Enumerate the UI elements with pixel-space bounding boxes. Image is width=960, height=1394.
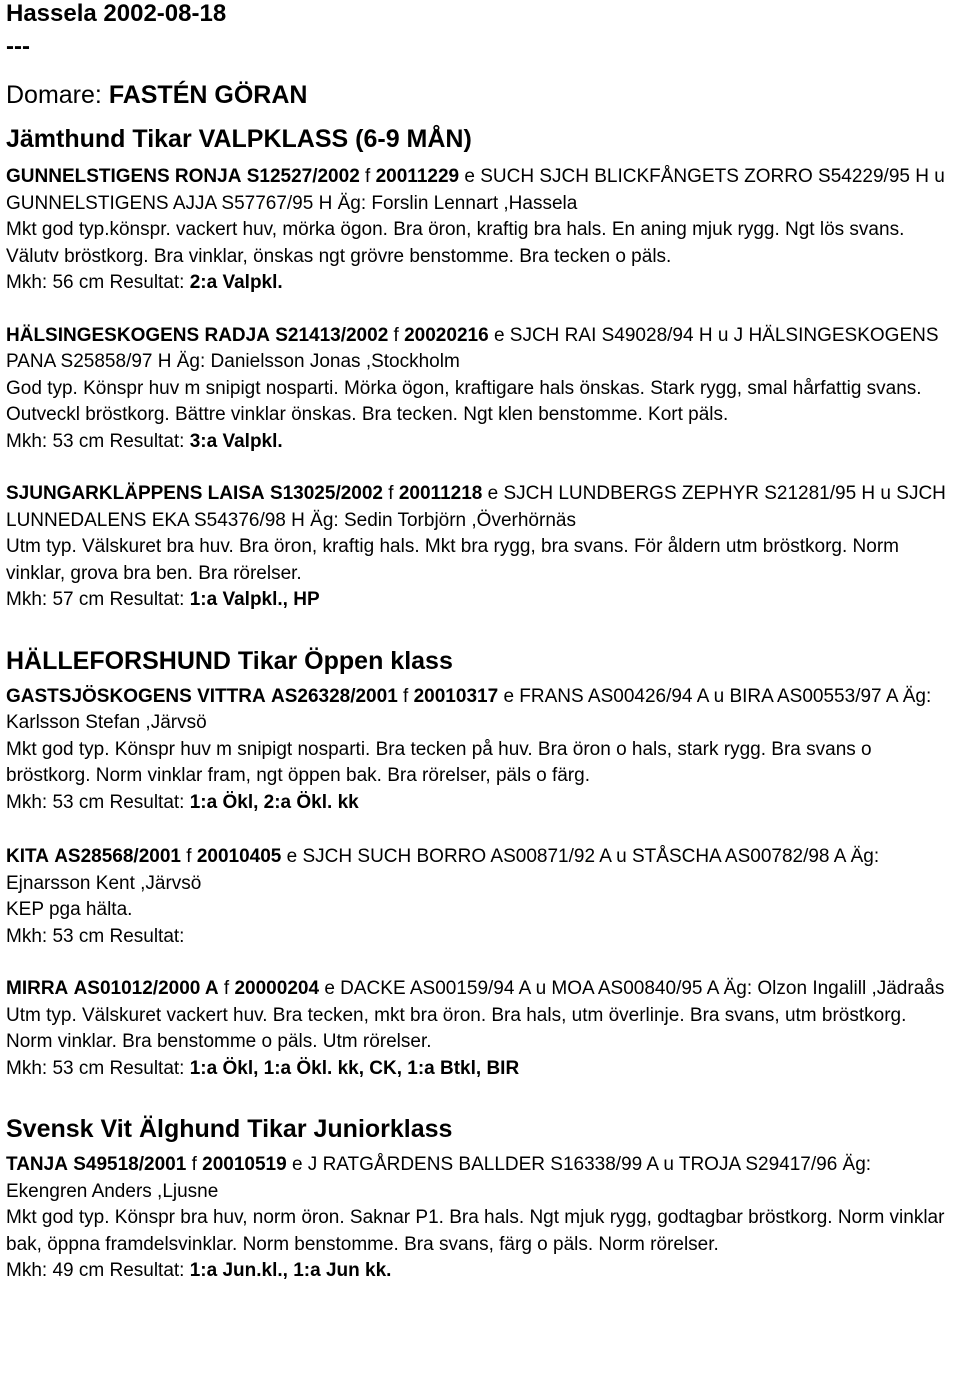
dog-sex: f	[191, 1154, 197, 1175]
dog-name: KITA	[6, 846, 49, 867]
dog-dob: 20010519	[202, 1154, 287, 1175]
dog-parents-owner: e J RATGÅRDENS BALLDER S16338/99 A u TROJA S29417/96 Äg: Ekengren Anders ,Ljusne	[6, 1154, 872, 1202]
entry-result	[6, 1056, 956, 1083]
dog-name: MIRRA	[6, 978, 69, 999]
entry-critique: Mkt god typ. Könspr huv m snipigt nosparti. Bra tecken på huv. Bra öron o hals, stark rygg. Bra svans o bröstkorg. Norm vinklar fram, ngt öppen bak. Bra rörelser, päls o färg.	[6, 738, 872, 786]
judge-label: Domare:	[6, 81, 109, 109]
dog-parents-owner: e SUCH SJCH BLICKFÅNGETS ZORRO S54229/95 H u GUNNELSTIGENS AJJA S57767/95 H Äg: Forslin Lennart ,Hassela	[6, 166, 945, 214]
result-label: Mkh: 49 cm Resultat:	[6, 1260, 190, 1281]
dog-sex: f	[388, 483, 394, 504]
dog-dob: 20011218	[398, 483, 483, 504]
dog-reg: S49518/2001	[73, 1154, 187, 1175]
result-label: Mkh: 56 cm Resultat:	[6, 272, 190, 293]
entry-pedigree	[6, 684, 956, 737]
dog-name: TANJA	[6, 1154, 68, 1175]
result-value: 1:a Valpkl., HP	[189, 589, 320, 610]
dog-sex: f	[393, 324, 399, 346]
entry-result	[6, 270, 956, 297]
result-label: Mkh: 57 cm Resultat:	[6, 589, 190, 610]
result-value: 2:a Valpkl.	[189, 272, 283, 293]
result-label: Mkh: 53 cm Resultat:	[6, 430, 190, 452]
dog-sex: f	[403, 685, 409, 707]
result-value: 1:a Jun.kl., 1:a Jun kk.	[189, 1260, 392, 1281]
entry-result	[6, 790, 956, 817]
judge-line	[6, 80, 960, 110]
entry-critique: Utm typ. Välskuret vackert huv. Bra tecken, mkt bra öron. Bra hals, utm överlinje. Bra svans, utm bröstkorg. Norm vinklar. Bra benstomme o päls. Utm rörelser.	[6, 1004, 907, 1052]
dog-sex: f	[365, 166, 371, 187]
entry-critique: Mkt god typ. Könspr bra huv, norm öron. Saknar P1. Bra hals. Ngt mjuk rygg, godtagbar bröstkorg. Norm vinklar bak, öppna framdelsvinklar. Norm benstomme. Bra svans, färg o päls. Norm rörelser.	[6, 1207, 945, 1255]
dog-parents-owner: e SJCH RAI S49028/94 H u J HÄLSINGESKOGENS PANA S25858/97 H Äg: Danielsson Jonas ,Stockholm	[6, 324, 939, 372]
entry-result	[6, 924, 956, 951]
dog-dob: 20020216	[404, 324, 489, 346]
dog-parents-owner: e DACKE AS00159/94 A u MOA AS00840/95 A Äg: Olzon Ingalill ,Jädraås	[324, 978, 945, 999]
dog-name: HÄLSINGESKOGENS RADJA	[6, 324, 270, 346]
dog-reg: AS26328/2001	[270, 685, 398, 707]
section-title: Jämthund Tikar VALPKLASS (6-9 MÅN)	[6, 125, 472, 153]
dog-reg: AS28568/2001	[54, 846, 181, 867]
entry-result	[6, 429, 956, 456]
dog-entry	[6, 164, 956, 297]
dog-entry	[6, 1152, 956, 1285]
result-value: 1:a Ökl, 1:a Ökl. kk, CK, 1:a Btkl, BIR	[189, 1057, 520, 1079]
dog-reg: S12527/2002	[246, 166, 360, 187]
dog-entry	[6, 844, 956, 950]
result-value: 3:a Valpkl.	[189, 430, 283, 452]
dog-parents-owner: e FRANS AS00426/94 A u BIRA AS00553/97 A Äg: Karlsson Stefan ,Järvsö	[6, 685, 932, 733]
dog-reg: S21413/2002	[275, 324, 389, 346]
dog-sex: f	[186, 846, 192, 867]
section-title: HÄLLEFORSHUND Tikar Öppen klass	[6, 646, 453, 675]
dog-sex: f	[223, 978, 230, 999]
entry-pedigree	[6, 481, 956, 534]
dog-parents-owner: e SJCH LUNDBERGS ZEPHYR S21281/95 H u SJCH LUNNEDALENS EKA S54376/98 H Äg: Sedin Torbjörn ,Överhörnäs	[6, 483, 946, 531]
result-label: Mkh: 53 cm Resultat:	[6, 1057, 190, 1079]
dog-reg: AS01012/2000 A	[73, 978, 219, 999]
result-label: Mkh: 53 cm Resultat:	[6, 925, 185, 947]
entry-pedigree	[6, 164, 956, 217]
dog-name: SJUNGARKLÄPPENS LAISA	[6, 483, 265, 504]
dog-dob: 20000204	[234, 978, 320, 999]
entry-critique: Mkt god typ.könspr. vackert huv, mörka ögon. Bra öron, kraftig bra hals. En aning mjuk rygg. Ngt lös svans. Välutv bröstkorg. Bra vinklar, önskas ngt grövre benstomme. Bra tecken o päls.	[6, 219, 905, 267]
entry-result	[6, 587, 956, 614]
header-separator: ---	[6, 33, 30, 60]
entry-critique: Utm typ. Välskuret bra huv. Bra öron, kraftig hals. Mkt bra rygg, bra svans. För åldern utm bröstkorg. Norm vinklar, grova bra ben. Bra rörelser.	[6, 536, 899, 584]
dog-name: GUNNELSTIGENS RONJA	[6, 166, 242, 187]
entry-pedigree	[6, 1152, 956, 1205]
dog-parents-owner: e SJCH SUCH BORRO AS00871/92 A u STÅSCHA AS00782/98 A Äg: Ejnarsson Kent ,Järvsö	[6, 846, 880, 894]
dog-entry	[6, 976, 956, 1082]
result-value: 1:a Ökl, 2:a Ökl. kk	[189, 791, 359, 813]
result-label: Mkh: 53 cm Resultat:	[6, 791, 190, 813]
dog-dob: 20011229	[375, 166, 460, 187]
dog-entry	[6, 481, 956, 614]
section-title: Svensk Vit Älghund Tikar Juniorklass	[6, 1115, 453, 1143]
dog-dob: 20010405	[196, 846, 282, 867]
entry-pedigree	[6, 976, 956, 1003]
entry-pedigree	[6, 323, 956, 376]
dog-dob: 20010317	[413, 685, 499, 707]
entry-critique: God typ. Könspr huv m snipigt nosparti. Mörka ögon, kraftigare hals önskas. Stark rygg, smal hårfattig svans. Outveckl bröstkorg. Bättre vinklar önskas. Bra tecken. Ngt klen benstomme. Kort päls.	[6, 377, 922, 425]
entry-critique: KEP pga hälta.	[6, 899, 133, 920]
dog-name: GASTSJÖSKOGENS VITTRA	[6, 685, 266, 707]
judge-name: FASTÉN GÖRAN	[108, 81, 308, 109]
dog-reg: S13025/2002	[269, 483, 383, 504]
show-title: Hassela 2002-08-18	[6, 0, 227, 27]
dog-entry	[6, 323, 956, 456]
entry-result	[6, 1258, 956, 1285]
dog-entry	[6, 684, 956, 817]
entry-pedigree	[6, 844, 956, 897]
